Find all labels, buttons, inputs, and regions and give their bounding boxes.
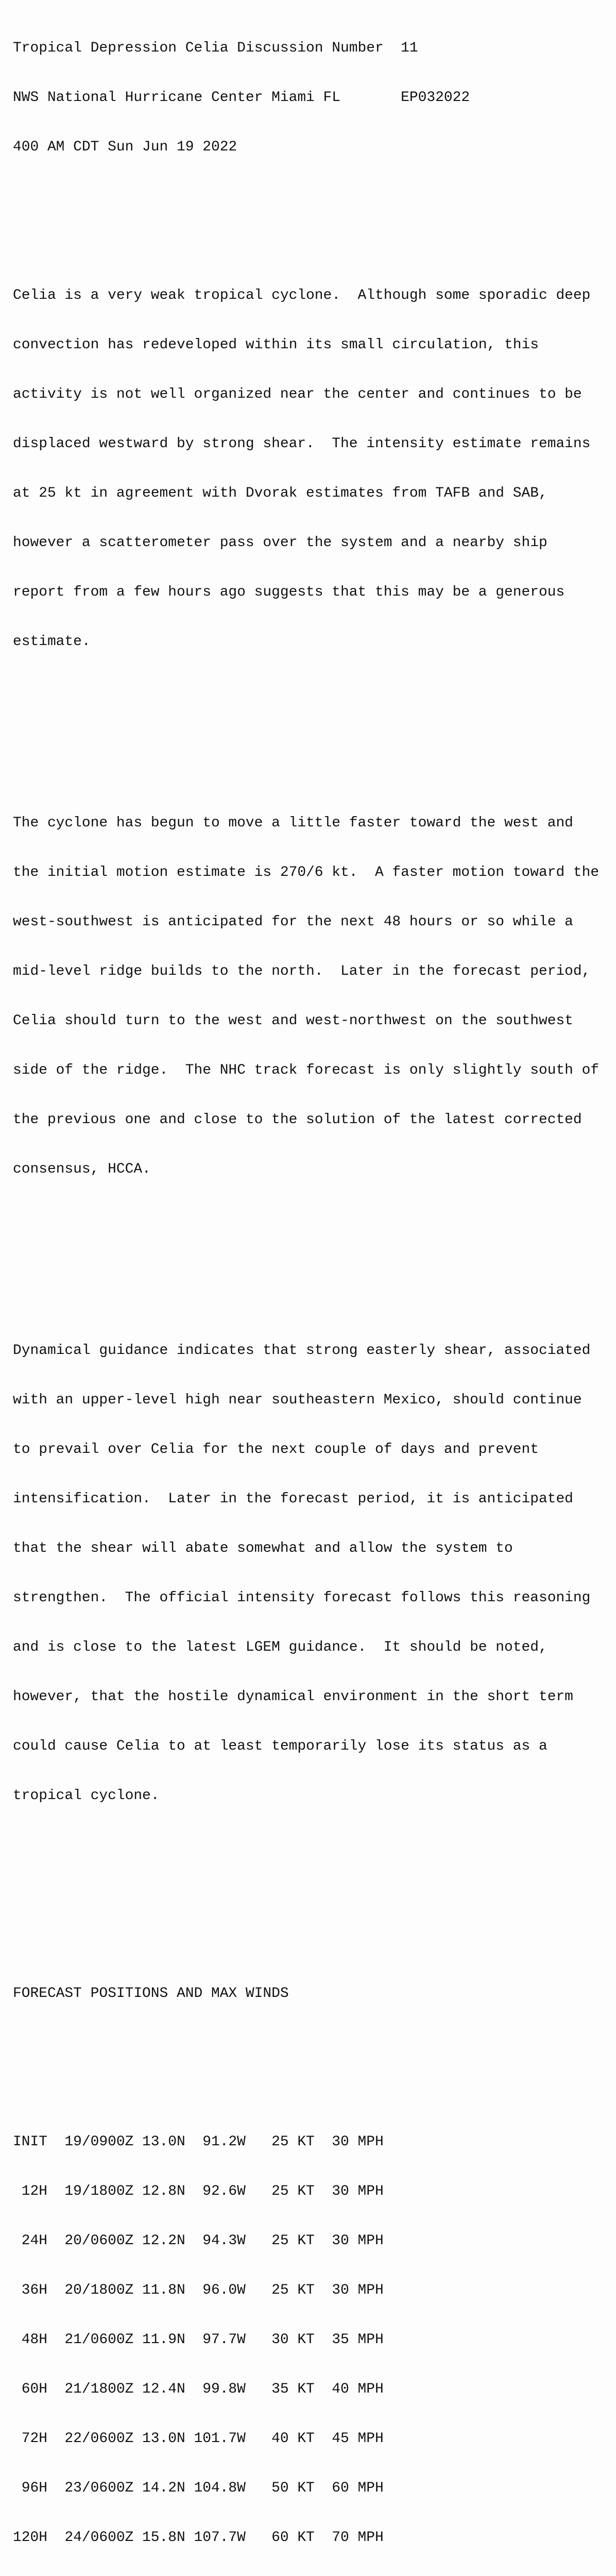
text-line: side of the ridge. The NHC track forecast is only slightly south of — [13, 1062, 600, 1078]
paragraph — [13, 255, 599, 683]
paragraph — [13, 1310, 599, 1837]
text-line: Dynamical guidance indicates that strong easterly shear, associated — [13, 1343, 591, 1359]
text-line: The cyclone has begun to move a little faster toward the west and — [13, 815, 573, 831]
text-line: however a scatterometer pass over the system and a nearby ship — [13, 535, 547, 551]
text-line: convection has redeveloped within its small circulation, this — [13, 337, 539, 353]
text-line: with an upper-level high near southeastern Mexico, should continue — [13, 1392, 582, 1408]
text-line: consensus, HCCA. — [13, 1161, 151, 1177]
discussion-document — [13, 7, 599, 2576]
issuing-office: NWS National Hurricane Center Miami FL EP032022 — [13, 90, 470, 106]
paragraph — [13, 782, 599, 1211]
text-line: Celia should turn to the west and west-northwest on the southwest — [13, 1013, 573, 1029]
text-line: the initial motion estimate is 270/6 kt. A faster motion toward the — [13, 865, 600, 880]
forecast-row: 12H 19/1800Z 12.8N 92.6W 25 KT 30 MPH — [13, 2183, 384, 2199]
issue-time: 400 AM CDT Sun Jun 19 2022 — [13, 139, 237, 155]
text-line: Celia is a very weak tropical cyclone. Although some sporadic deep — [13, 287, 591, 303]
text-line: and is close to the latest LGEM guidance. It should be noted, — [13, 1639, 547, 1655]
blank-line — [13, 1870, 599, 1887]
text-line: tropical cyclone. — [13, 1788, 160, 1804]
blank-line — [13, 716, 599, 733]
forecast-row: 24H 20/0600Z 12.2N 94.3W 25 KT 30 MPH — [13, 2233, 384, 2249]
discussion-title: Tropical Depression Celia Discussion Number 11 — [13, 40, 418, 56]
forecast-row: 60H 21/1800Z 12.4N 99.8W 35 KT 40 MPH — [13, 2381, 384, 2397]
text-line: however, that the hostile dynamical environment in the short term — [13, 1689, 573, 1705]
blank-line — [13, 189, 599, 205]
forecast-row: 72H 22/0600Z 13.0N 101.7W 40 KT 45 MPH — [13, 2431, 384, 2447]
text-line: mid-level ridge builds to the north. Later in the forecast period, — [13, 963, 591, 979]
text-line: to prevail over Celia for the next couple of days and prevent — [13, 1442, 539, 1458]
forecast-row: INIT 19/0900Z 13.0N 91.2W 25 KT 30 MPH — [13, 2134, 384, 2150]
forecast-row: 36H 20/1800Z 11.8N 96.0W 25 KT 30 MPH — [13, 2282, 384, 2298]
blank-line — [13, 1920, 599, 1936]
text-line: intensification. Later in the forecast period, it is anticipated — [13, 1491, 573, 1507]
text-line: activity is not well organized near the center and continues to be — [13, 386, 582, 402]
text-line: at 25 kt in agreement with Dvorak estimates from TAFB and SAB, — [13, 485, 547, 501]
forecast-table — [13, 2101, 599, 2576]
text-line: report from a few hours ago suggests that this may be a generous — [13, 584, 565, 600]
text-line: estimate. — [13, 634, 91, 650]
text-line: west-southwest is anticipated for the next 48 hours or so while a — [13, 914, 573, 930]
text-line: displaced westward by strong shear. The intensity estimate remains — [13, 436, 591, 452]
forecast-row: 48H 21/0600Z 11.9N 97.7W 30 KT 35 MPH — [13, 2332, 384, 2348]
forecast-row: 96H 23/0600Z 14.2N 104.8W 50 KT 60 MPH — [13, 2480, 384, 2496]
forecast-heading: FORECAST POSITIONS AND MAX WINDS — [13, 1986, 289, 2002]
forecast-row: 120H 24/0600Z 15.8N 107.7W 60 KT 70 MPH — [13, 2530, 384, 2546]
blank-line — [13, 1244, 599, 1260]
text-line: strengthen. The official intensity forecast follows this reasoning — [13, 1590, 591, 1606]
blank-line — [13, 2035, 599, 2052]
text-line: could cause Celia to at least temporarily lose its status as a — [13, 1738, 547, 1754]
text-line: that the shear will abate somewhat and allow the system to — [13, 1540, 513, 1556]
text-line: the previous one and close to the solution of the latest corrected — [13, 1112, 582, 1128]
